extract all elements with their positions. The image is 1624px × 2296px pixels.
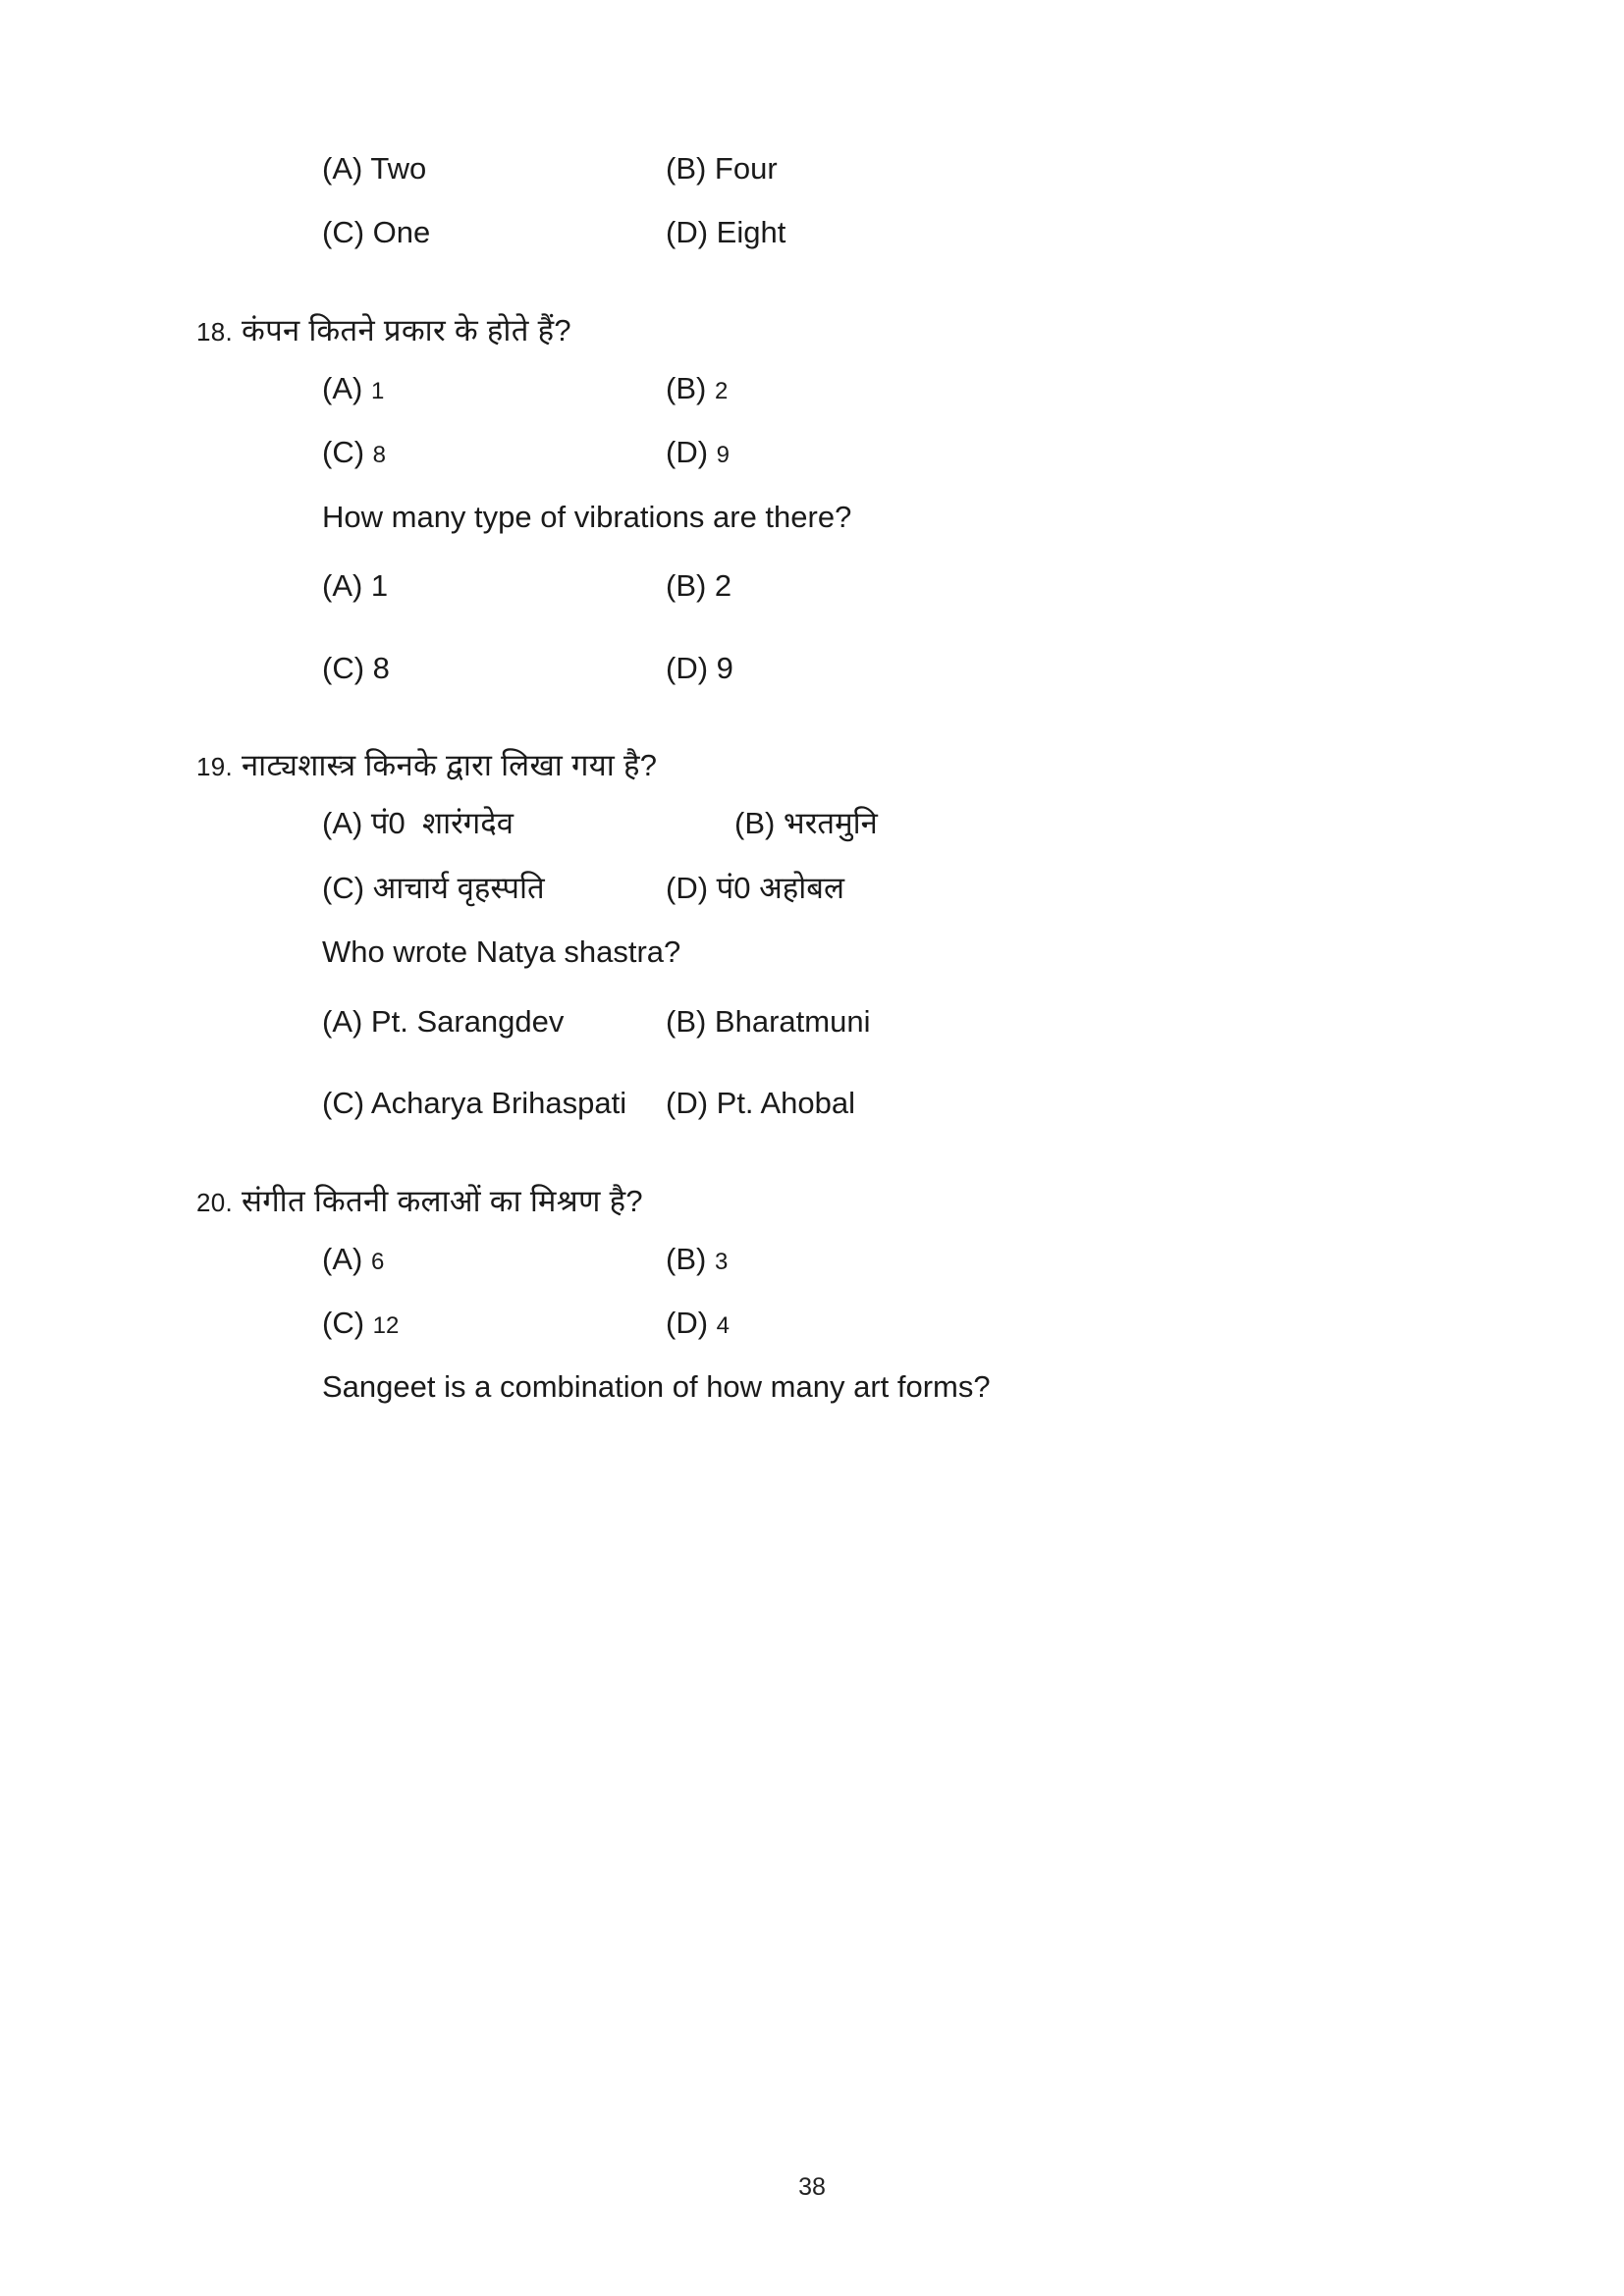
- option-d: (D) पं0 अहोबल: [666, 870, 845, 905]
- option-d-label: (D): [666, 435, 709, 470]
- option-c: (C) आचार्य वृहस्पति: [322, 870, 545, 905]
- option-row: [196, 211, 1418, 253]
- option-d-en: (D) Pt. Ahobal: [666, 1086, 855, 1121]
- option-a: (A) पं0 शारंगदेव: [322, 806, 514, 841]
- option-c-value: 8: [372, 442, 387, 469]
- option-row: [196, 1000, 1418, 1042]
- option-row: [196, 431, 1418, 473]
- option-row: [196, 147, 1418, 189]
- option-d-value: 4: [716, 1311, 731, 1339]
- question-19-number: 19.: [196, 752, 234, 782]
- option-row: [196, 564, 1418, 607]
- question-20: [196, 1180, 1418, 1411]
- option-a-en: (A) 1: [322, 568, 389, 604]
- option-b: [666, 1238, 1418, 1280]
- question-20-number: 20.: [196, 1187, 234, 1217]
- option-d-value: 9: [716, 442, 731, 469]
- option-row: [196, 647, 1418, 689]
- option-b-value: 3: [714, 1248, 729, 1275]
- option-d: (D) Eight: [666, 215, 786, 250]
- question-20-stem-hindi: [196, 1180, 1418, 1224]
- question-19-stem-hindi-text: नाट्यशास्त्र किनके द्वारा लिखा गया है?: [241, 748, 658, 783]
- option-c-en: (C) 8: [322, 650, 390, 685]
- option-a: [322, 1238, 666, 1280]
- option-a-value: 6: [370, 1248, 385, 1275]
- option-d-en: (D) 9: [666, 650, 733, 685]
- option-row: [196, 1302, 1418, 1344]
- option-c-label: (C): [322, 1305, 365, 1340]
- option-b-en: (B) Bharatmuni: [666, 1003, 871, 1039]
- question-19: [196, 744, 1418, 1124]
- option-c: (C) One: [322, 215, 431, 250]
- option-row: [196, 867, 1418, 909]
- option-row: [196, 1082, 1418, 1124]
- option-b-label: (B): [666, 370, 707, 405]
- option-row: [196, 1238, 1418, 1280]
- option-b-en: (B) 2: [666, 568, 732, 604]
- question-19-stem-hindi: [196, 744, 1418, 788]
- option-d: [666, 1302, 1418, 1344]
- option-c: [322, 1302, 666, 1344]
- option-a-label: (A): [322, 370, 363, 405]
- option-a: (A) Two: [322, 151, 427, 186]
- page-number: 38: [798, 2173, 826, 2201]
- question-18-number: 18.: [196, 316, 234, 347]
- option-d-label: (D): [666, 1305, 709, 1340]
- option-c: [322, 431, 666, 473]
- question-19-stem-english: Who wrote Natya shastra?: [322, 934, 681, 969]
- option-c-label: (C): [322, 435, 365, 470]
- option-b-value: 2: [714, 377, 729, 404]
- option-row: [196, 802, 1418, 844]
- question-18: [196, 309, 1418, 689]
- option-a-value: 1: [370, 377, 385, 404]
- question-18-stem-english: How many type of vibrations are there?: [322, 499, 852, 534]
- option-a-label: (A): [322, 1241, 363, 1276]
- question-18-stem-hindi: [196, 309, 1418, 353]
- question-18-stem-hindi-text: कंपन कितने प्रकार के होते हैं?: [241, 312, 571, 347]
- option-d: [666, 431, 1418, 473]
- option-b: [666, 367, 1418, 409]
- option-a: [322, 367, 666, 409]
- option-b-label: (B): [666, 1241, 707, 1276]
- option-b: (B) भरतमुनि: [734, 806, 878, 841]
- option-c-value: 12: [372, 1311, 400, 1339]
- option-row: [196, 367, 1418, 409]
- carryover-options-block: [196, 147, 1418, 254]
- option-b: (B) Four: [666, 151, 778, 186]
- question-20-stem-english: Sangeet is a combination of how many art forms?: [322, 1369, 991, 1405]
- option-c-en: (C) Acharya Brihaspati: [322, 1086, 627, 1121]
- question-20-stem-hindi-text: संगीत कितनी कलाओं का मिश्रण है?: [241, 1183, 643, 1218]
- option-a-en: (A) Pt. Sarangdev: [322, 1003, 565, 1039]
